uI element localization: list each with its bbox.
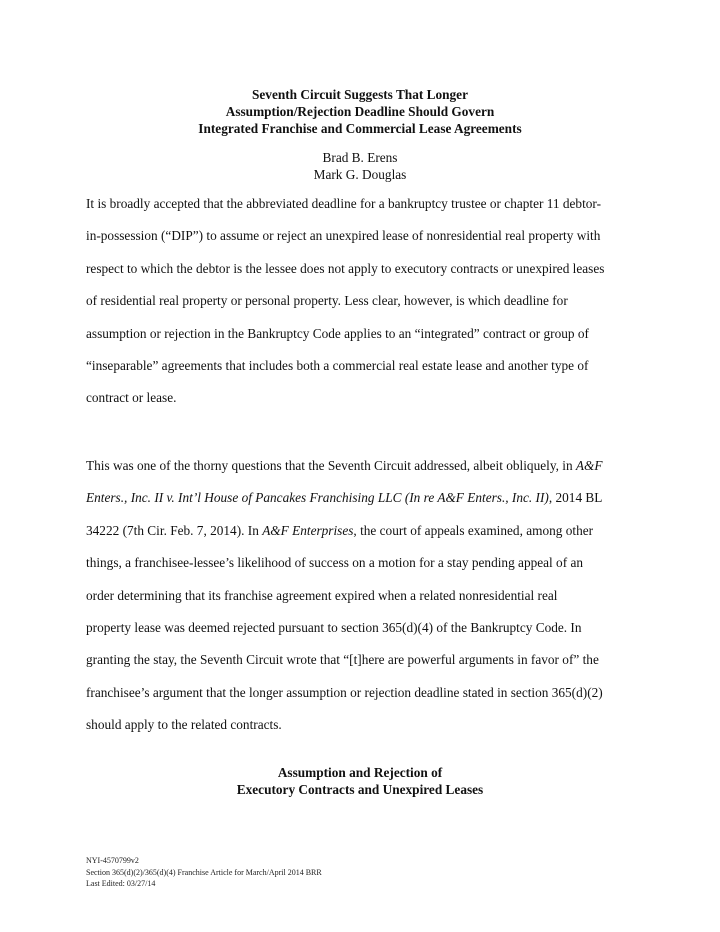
article-title	[0, 86, 720, 137]
document-footer	[86, 855, 322, 890]
paragraph-intro	[86, 188, 646, 415]
heading-line: Assumption and Rejection of	[277, 765, 443, 780]
line-text: , 2014 BL	[548, 490, 603, 506]
paragraph-line: granting the stay, the Seventh Circuit wrote that “[t]here are powerful arguments in favor of” the	[86, 652, 599, 668]
paragraph-case	[86, 450, 646, 742]
paragraph-line	[86, 450, 646, 482]
author-name: Mark G. Douglas	[313, 167, 407, 182]
title-line: Integrated Franchise and Commercial Lease Agreements	[198, 121, 522, 136]
paragraph-line: franchisee’s argument that the longer assumption or rejection deadline stated in section 365(d)(2)	[86, 684, 603, 700]
author-block	[0, 149, 720, 183]
paragraph-line: of residential real property or personal property. Less clear, however, is which deadline for	[86, 293, 568, 309]
title-line: Assumption/Rejection Deadline Should Govern	[225, 104, 495, 119]
line-text: This was one of the thorny questions that the Seventh Circuit addressed, albeit obliquely, in	[86, 458, 576, 473]
author-name: Brad B. Erens	[322, 150, 398, 165]
paragraph-line: respect to which the debtor is the lessee does not apply to executory contracts or unexpired leases	[86, 260, 605, 276]
paragraph-line: contract or lease.	[86, 390, 177, 406]
footer-description: Section 365(d)(2)/365(d)(4) Franchise Article for March/April 2014 BRR	[86, 867, 322, 877]
case-name-italic: Enters., Inc. II v. Int’l House of Pancakes Franchising LLC (In re A&F Enters., Inc. II)	[86, 490, 549, 506]
heading-line: Executory Contracts and Unexpired Leases	[236, 782, 484, 797]
paragraph-line	[86, 482, 646, 514]
line-text: , the court of appeals examined, among other	[353, 522, 594, 538]
paragraph-line: assumption or rejection in the Bankruptcy Code applies to an “integrated” contract or group of	[86, 325, 589, 341]
paragraph-line: “inseparable” agreements that includes both a commercial real estate lease and another type of	[86, 358, 589, 374]
paragraph-line: in-possession (“DIP”) to assume or reject an unexpired lease of nonresidential real property with	[86, 228, 601, 244]
case-name-italic: A&F Enterprises	[262, 522, 354, 538]
footer-doc-id: NYI-4570799v2	[86, 856, 139, 865]
paragraph-line: property lease was deemed rejected pursuant to section 365(d)(4) of the Bankruptcy Code. In	[86, 620, 582, 636]
paragraph-line: things, a franchisee-lessee’s likelihood of success on a motion for a stay pending appeal of an	[86, 555, 584, 571]
section-heading	[0, 764, 720, 798]
line-text: 34222 (7th Cir. Feb. 7, 2014). In	[86, 522, 263, 538]
case-name-italic: A&F	[575, 458, 603, 473]
footer-last-edited: Last Edited: 03/27/14	[86, 879, 156, 888]
paragraph-line	[86, 515, 646, 547]
paragraph-line: should apply to the related contracts.	[86, 717, 282, 733]
paragraph-line: It is broadly accepted that the abbreviated deadline for a bankruptcy trustee or chapter 11 debtor-	[86, 196, 602, 211]
paragraph-line: order determining that its franchise agreement expired when a related nonresidential real	[86, 587, 558, 603]
title-line: Seventh Circuit Suggests That Longer	[252, 87, 468, 102]
